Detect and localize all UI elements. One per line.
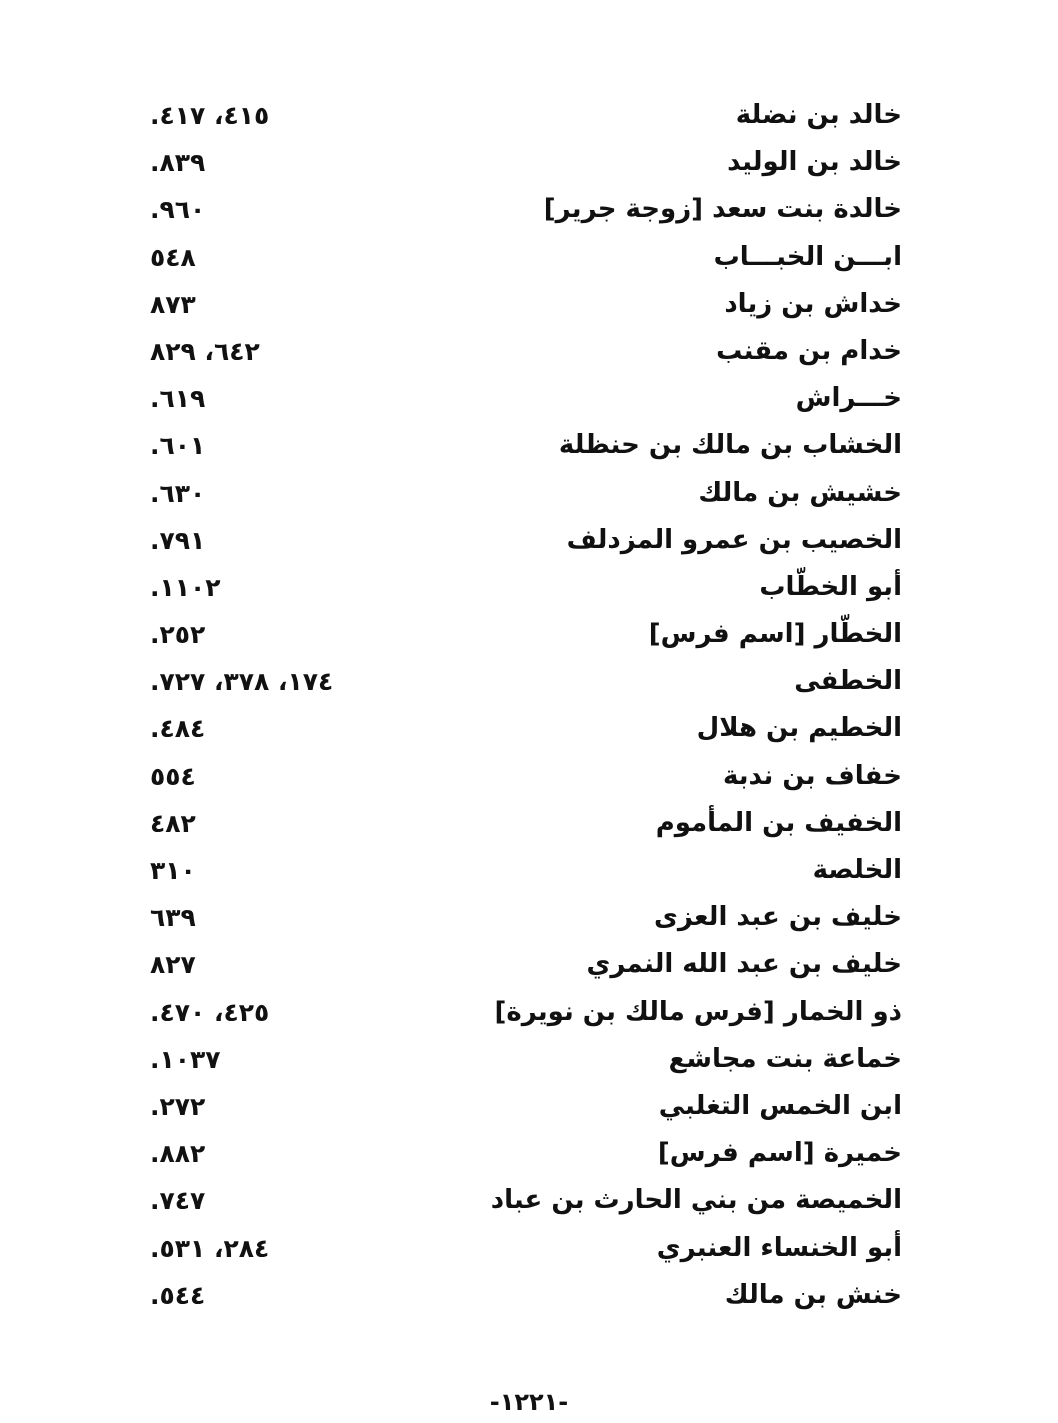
entry-name: خليف بن عبد الله النمري [586,949,902,980]
index-entry [150,753,902,800]
index-entry [150,564,902,611]
index-entry [150,1083,902,1130]
index-entry [150,422,902,469]
index-entry [150,847,902,894]
index-entry [150,375,902,422]
index-entry [150,92,902,139]
entry-pages: ٧٤٧. [150,1186,206,1216]
entry-pages: ٦٤٢، ٨٢٩ [150,336,260,366]
index-entry [150,1036,902,1083]
entry-pages: ٧٩١. [150,525,206,555]
entry-name: ابـــن الخبـــاب [713,241,902,272]
entry-name: خشيش بن مالك [698,477,902,508]
entry-pages: ١١٠٢. [150,572,221,602]
entry-name: الخفيف بن المأموم [655,807,902,838]
entry-name: خداش بن زياد [724,288,902,319]
entry-name: الخطيم بن هلال [696,713,902,744]
index-entry [150,1225,902,1272]
index-entry [150,328,902,375]
index-entry [150,1177,902,1224]
entry-name: ابن الخمس التغلبي [658,1090,902,1121]
entry-pages: ٨٨٢. [150,1139,206,1169]
index-entry [150,658,902,705]
index-entry [150,234,902,281]
page-number: -١٢٢١- [489,1388,569,1416]
index-entry [150,941,902,988]
entry-name: خماعة بنت مجاشع [668,1043,902,1074]
entry-pages: ٥٥٤ [150,761,196,791]
entry-name: أبو الخنساء العنبري [656,1232,902,1263]
entry-name: الخصيب بن عمرو المزدلف [566,524,902,555]
index-entry [150,517,902,564]
entry-name: أبو الخطّاب [759,571,902,602]
entry-name: الخطفى [794,666,902,697]
index-entry [150,139,902,186]
entry-name: خليف بن عبد العزى [654,902,902,933]
entry-pages: ٤٢٥، ٤٧٠. [150,997,270,1027]
index-entry [150,800,902,847]
entry-pages: ٤٨٤. [150,714,206,744]
entry-pages: ٦٣٠. [150,478,206,508]
index-entry [150,1272,902,1319]
entry-name: الخطّار [اسم فرس] [648,619,902,650]
entry-pages: ٤١٥، ٤١٧. [150,101,270,130]
entry-name: الخميصة من بني الحارث بن عباد [490,1185,902,1216]
index-entry [150,281,902,328]
entry-name: خالدة بنت سعد [زوجة جرير] [543,194,902,225]
entry-pages: ٨٣٩. [150,148,206,178]
entry-name: خـــراش [795,383,902,414]
entry-name: خدام بن مقنب [716,335,902,366]
entry-pages: ٢٥٢. [150,620,206,650]
entry-pages: ٥٤٨ [150,242,196,272]
index-entry [150,894,902,941]
entry-name: خالد بن الوليد [727,147,902,178]
entry-pages: ٨٢٧ [150,950,196,980]
entry-pages: ٥٤٤. [150,1280,206,1310]
index-entry [150,989,902,1036]
index-entry [150,186,902,233]
entry-pages: ٦١٩. [150,384,206,414]
index-list [150,92,902,1319]
entry-pages: ١٠٣٧. [150,1044,221,1074]
entry-pages: ٦٣٩ [150,903,196,933]
entry-pages: ٨٧٣ [150,289,196,319]
entry-name: الخلصة [812,855,902,885]
entry-name: الخشاب بن مالك بن حنظلة [558,430,902,461]
entry-name: خنش بن مالك [724,1279,902,1310]
entry-pages: ٣١٠ [150,856,196,885]
entry-pages: ٦٠١. [150,431,206,461]
index-entry [150,1130,902,1177]
index-entry [150,611,902,658]
entry-name: خفاف بن ندبة [723,760,902,791]
index-entry [150,705,902,752]
entry-pages: ٩٦٠. [150,195,206,225]
entry-name: خالد بن نضلة [735,100,902,130]
index-entry [150,470,902,517]
entry-name: خميرة [اسم فرس] [657,1138,902,1169]
entry-name: ذو الخمار [فرس مالك بن نويرة] [494,996,902,1027]
entry-pages: ٤٨٢ [150,808,196,838]
entry-pages: ٢٧٢. [150,1091,206,1121]
entry-pages: ١٧٤، ٣٧٨، ٧٢٧. [150,667,334,697]
entry-pages: ٢٨٤، ٥٣١. [150,1233,270,1263]
